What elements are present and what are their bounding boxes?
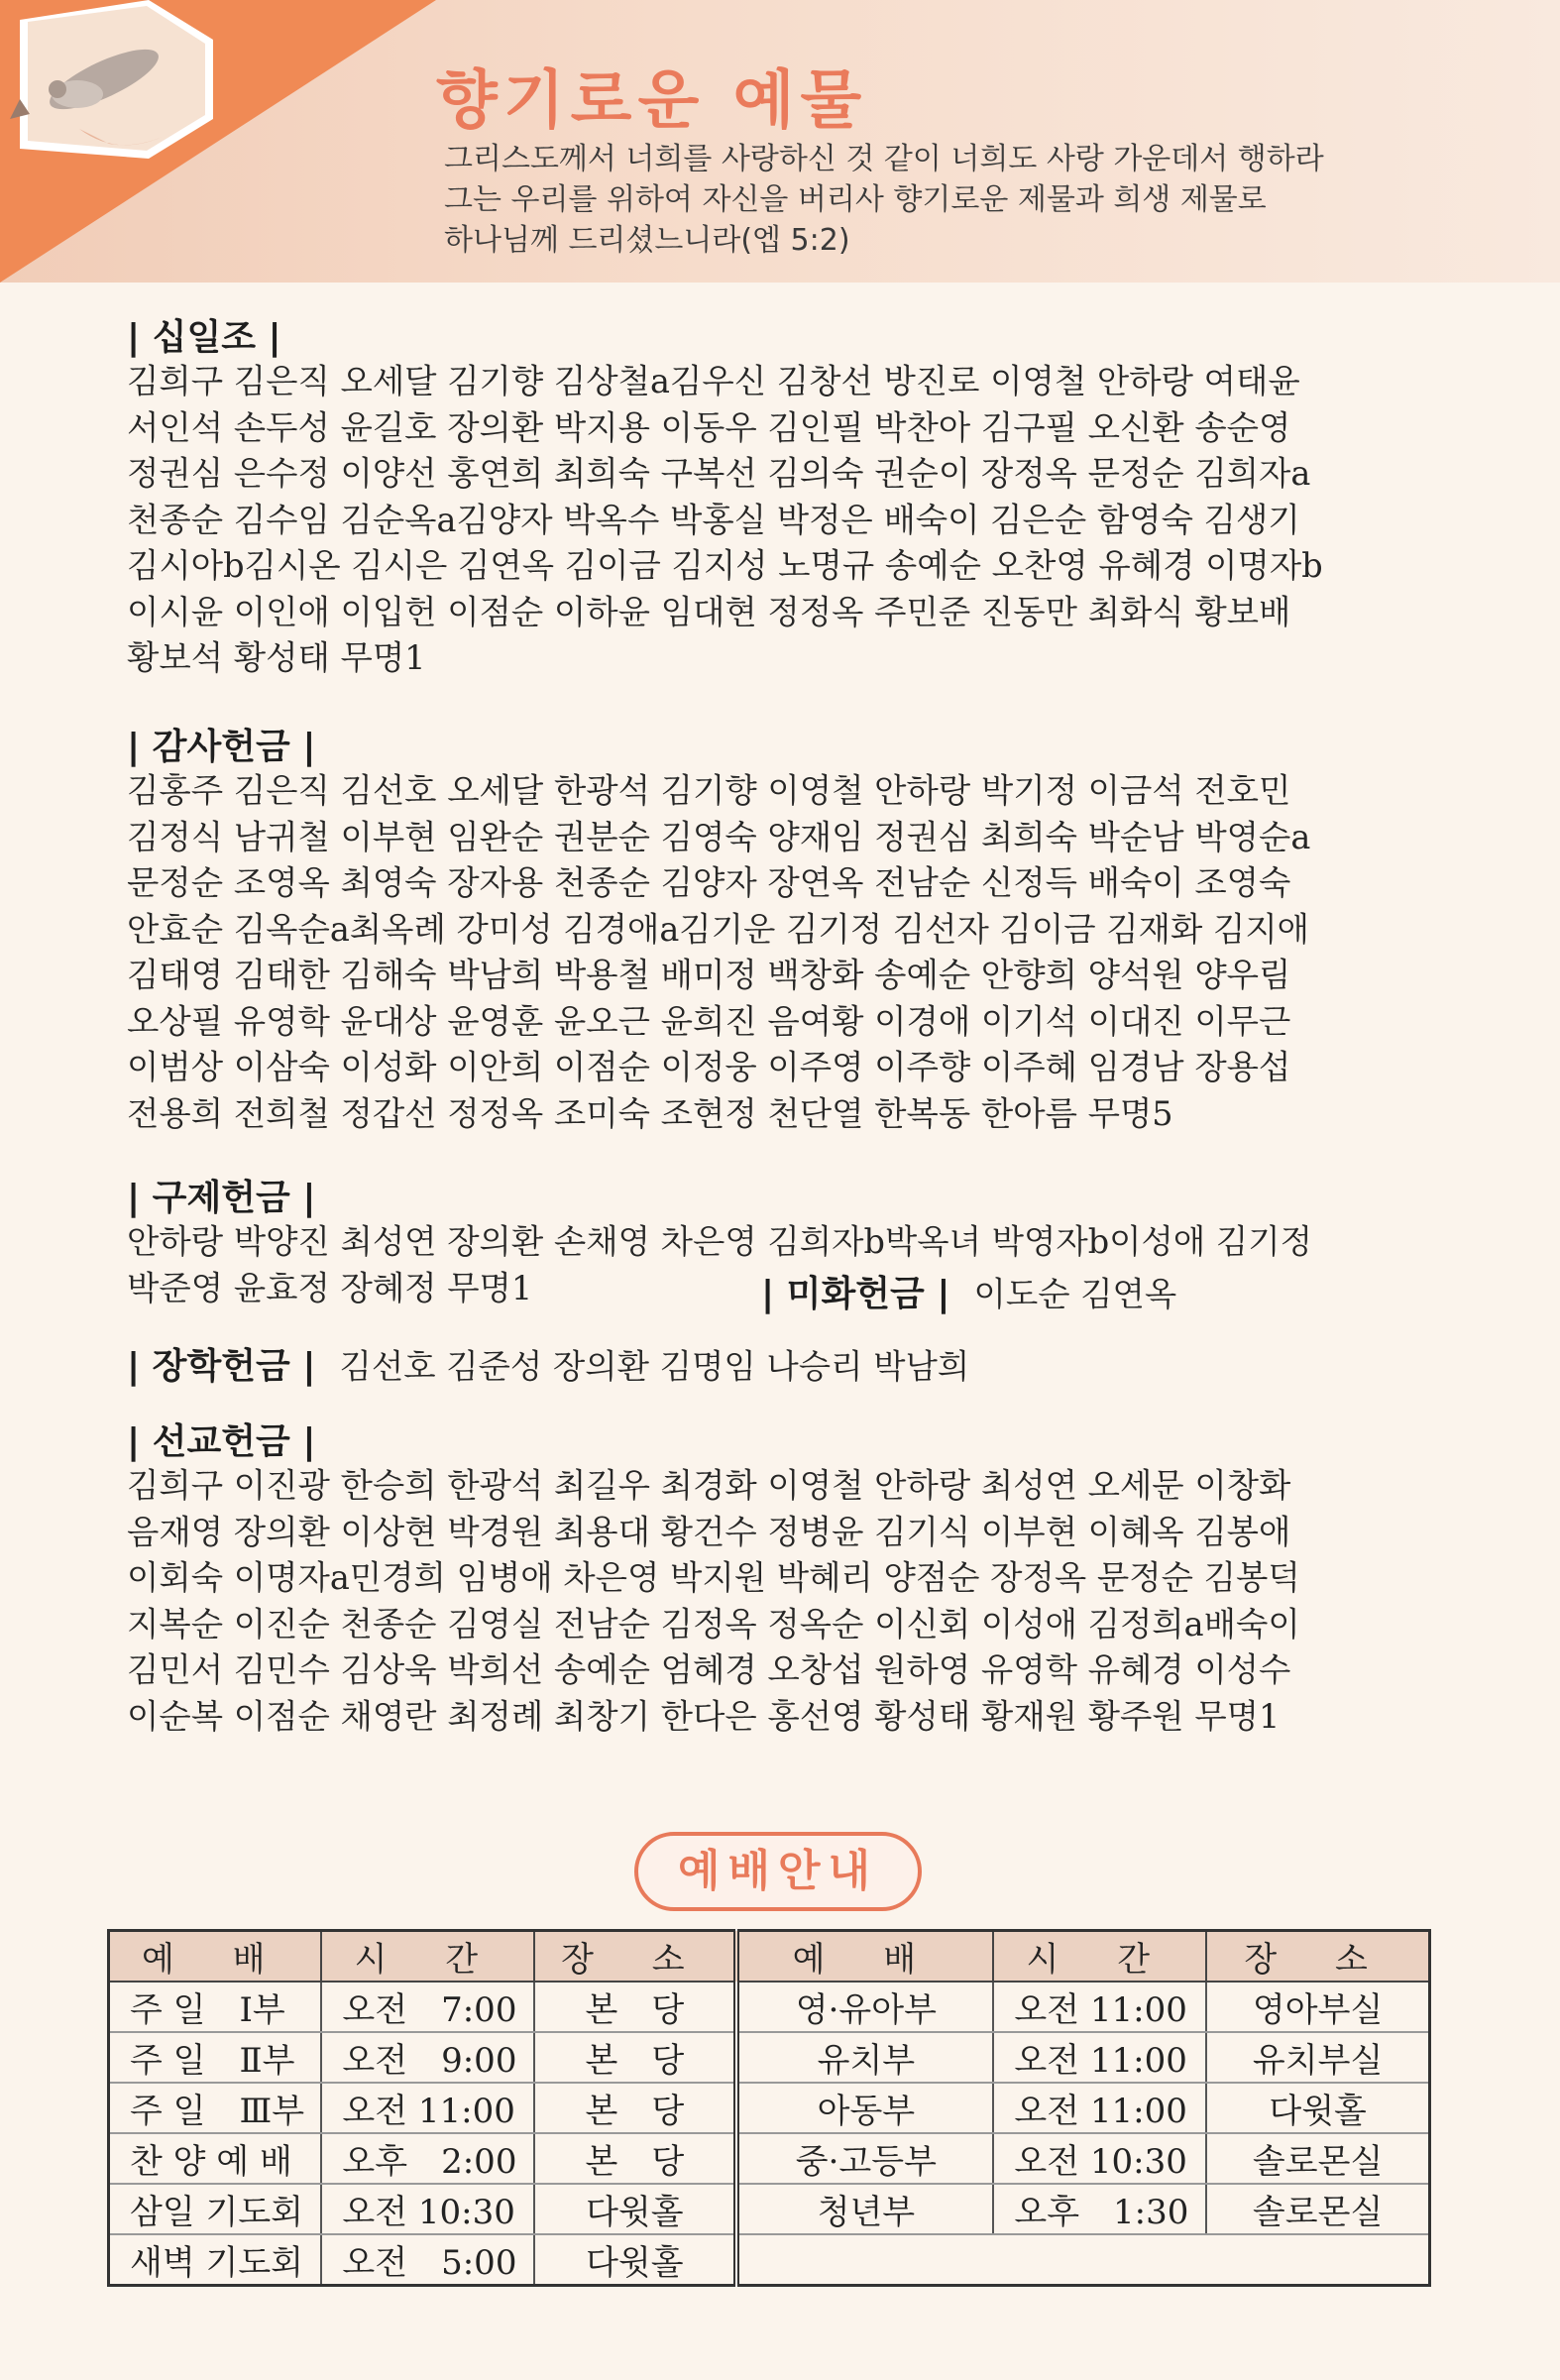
beautify-heading: [761, 1266, 1176, 1316]
name-line: 김시아b김시온 김시은 김연옥 김이금 김지성 노명규 송예순 오찬영 유혜경 이명자b: [127, 546, 1323, 585]
empty-cell: [736, 2234, 1429, 2286]
name-line: 김희구 김은직 오세달 김기향 김상철a김우신 김창선 방진로 이영철 안하랑 여태윤: [127, 362, 1300, 400]
thanks-heading: | 감사헌금 |: [127, 727, 316, 767]
beautify-heading-label: | 미화헌금 |: [761, 1274, 950, 1314]
time-cell: 오전 10:30: [321, 2184, 534, 2234]
place-cell: 솔로몬실: [1206, 2184, 1429, 2234]
name-line: 이회숙 이명자a민경희 임병애 차은영 박지원 박혜리 양점순 장정옥 문정순 김봉덕: [127, 1558, 1300, 1597]
time-cell: 오전 11:00: [993, 2083, 1206, 2133]
name-line: 김민서 김민수 김상욱 박희선 송예순 엄혜경 오창섭 원하영 유영학 유혜경 이성수: [127, 1650, 1291, 1689]
name-line: 오상필 유영학 윤대상 윤영훈 윤오근 윤희진 음여황 이경애 이기석 이대진 이무근: [127, 1001, 1291, 1041]
service-cell: 중·고등부: [736, 2133, 993, 2184]
name-line: 문정순 조영옥 최영숙 장자용 천종순 김양자 장연옥 전남순 신정득 배숙이 조영숙: [127, 863, 1291, 902]
place-cell: 본 당: [534, 2032, 736, 2083]
place-cell: 다윗홀: [534, 2184, 736, 2234]
column-header: 예 배: [736, 1931, 993, 1983]
time-cell: 오전 11:00: [993, 2032, 1206, 2083]
table-row: [109, 2234, 1430, 2286]
name-line: 안효순 김옥순a최옥례 강미성 김경애a김기운 김기정 김선자 김이금 김재화 김지애: [127, 909, 1310, 949]
scripture-verse: [444, 139, 1534, 261]
verse-line: 그는 우리를 위하여 자신을 버리사 향기로운 제물과 희생 제물로: [444, 182, 1267, 217]
name-line: 서인석 손두성 윤길호 장의환 박지용 이동우 김인필 박찬아 김구필 오신환 송순영: [127, 407, 1291, 447]
service-cell: 유치부: [736, 2032, 993, 2083]
name-line: 지복순 이진순 천종순 김영실 전남순 김정옥 정옥순 이신회 이성애 김정희a배숙이: [127, 1604, 1300, 1643]
time-cell: 오전 10:30: [993, 2133, 1206, 2184]
verse-line: 그리스도께서 너희를 사랑하신 것 같이 너희도 사랑 가운데서 행하라: [444, 142, 1324, 176]
dove-hands-image: [0, 0, 436, 283]
service-cell: 주 일 Ⅱ부: [109, 2032, 322, 2083]
name-line: 천종순 김수임 김순옥a김양자 박옥수 박홍실 박정은 배숙이 김은순 함영숙 김생기: [127, 500, 1300, 539]
place-cell: 본 당: [534, 1982, 736, 2032]
table-row: [109, 2184, 1430, 2234]
tithe-heading: | 십일조 |: [127, 317, 281, 358]
time-cell: 오전 5:00: [321, 2234, 534, 2286]
scholarship-heading: [127, 1338, 969, 1389]
place-cell: 영아부실: [1206, 1982, 1429, 2032]
time-cell: 오전 7:00: [321, 1982, 534, 2032]
mission-heading: | 선교헌금 |: [127, 1421, 316, 1462]
column-header: 예 배: [109, 1931, 322, 1983]
place-cell: 다윗홀: [1206, 2083, 1429, 2133]
place-cell: 본 당: [534, 2133, 736, 2184]
time-cell: 오전 11:00: [993, 1982, 1206, 2032]
name-line: 정권심 은수정 이양선 홍연희 최희숙 구복선 김의숙 권순이 장정옥 문정순 김희자a: [127, 454, 1311, 493]
service-cell: 삼일 기도회: [109, 2184, 322, 2234]
relief-heading: | 구제헌금 |: [127, 1178, 316, 1218]
place-cell: 유치부실: [1206, 2032, 1429, 2083]
name-line: 박준영 윤효정 장혜정 무명1: [127, 1268, 533, 1307]
name-line: 김정식 남귀철 이부현 임완순 권분순 김영숙 양재임 정권심 최희숙 박순남 박영순a: [127, 817, 1311, 856]
name-line: 전용희 전희철 정갑선 정정옥 조미숙 조현정 천단열 한복동 한아름 무명5: [127, 1093, 1173, 1133]
thanks-names: [127, 768, 1435, 1137]
column-header: 시 간: [993, 1931, 1206, 1983]
table-row: [109, 1982, 1430, 2032]
name-line: 김태영 김태한 김해숙 박남희 박용철 배미정 백창화 송예순 안향희 양석원 양우림: [127, 956, 1291, 994]
page-title: 향기로운 예물: [436, 64, 868, 138]
time-cell: 오후 2:00: [321, 2133, 534, 2184]
worship-guide-badge: 예배안내: [634, 1832, 922, 1911]
place-cell: 솔로몬실: [1206, 2133, 1429, 2184]
scholarship-names: 김선호 김준성 장의환 김명임 나승리 박남희: [339, 1347, 970, 1386]
service-cell: 찬 양 예 배: [109, 2133, 322, 2184]
beautify-names: 이도순 김연옥: [973, 1275, 1177, 1313]
time-cell: 오후 1:30: [993, 2184, 1206, 2234]
name-line: 안하랑 박양진 최성연 장의환 손채영 차은영 김희자b박옥녀 박영자b이성애 김기정: [127, 1222, 1312, 1261]
verse-line: 하나님께 드리셨느니라(엡 5:2): [444, 223, 850, 258]
time-cell: 오전 11:00: [321, 2083, 534, 2133]
worship-schedule-table: [107, 1929, 1431, 2287]
service-cell: 새벽 기도회: [109, 2234, 322, 2286]
service-cell: 영·유아부: [736, 1982, 993, 2032]
place-cell: 다윗홀: [534, 2234, 736, 2286]
place-cell: 본 당: [534, 2083, 736, 2133]
service-cell: 청년부: [736, 2184, 993, 2234]
name-line: 이순복 이점순 채영란 최정례 최창기 한다은 홍선영 황성태 황재원 황주원 무명1: [127, 1696, 1281, 1736]
table-header-row: [109, 1931, 1430, 1983]
scholarship-heading-label: | 장학헌금 |: [127, 1346, 316, 1387]
name-line: 황보석 황성태 무명1: [127, 638, 426, 677]
service-cell: 주 일 Ⅲ부: [109, 2083, 322, 2133]
column-header: 장 소: [1206, 1931, 1429, 1983]
service-cell: 아동부: [736, 2083, 993, 2133]
name-line: 음재영 장의환 이상현 박경원 최용대 황건수 정병윤 김기식 이부현 이혜옥 김봉애: [127, 1512, 1291, 1551]
mission-names: [127, 1463, 1435, 1740]
name-line: 김홍주 김은직 김선호 오세달 한광석 김기향 이영철 안하랑 박기정 이금석 전호민: [127, 771, 1291, 810]
name-line: 이시윤 이인애 이입헌 이점순 이하윤 임대현 정정옥 주민준 진동만 최화식 황보배: [127, 592, 1291, 631]
time-cell: 오전 9:00: [321, 2032, 534, 2083]
tithe-names: [127, 359, 1435, 682]
table-row: [109, 2032, 1430, 2083]
table-row: [109, 2133, 1430, 2184]
column-header: 시 간: [321, 1931, 534, 1983]
table-row: [109, 2083, 1430, 2133]
column-header: 장 소: [534, 1931, 736, 1983]
name-line: 이범상 이삼숙 이성화 이안희 이점순 이정웅 이주영 이주향 이주혜 임경남 장용섭: [127, 1048, 1291, 1086]
service-cell: 주 일 Ⅰ부: [109, 1982, 322, 2032]
name-line: 김희구 이진광 한승희 한광석 최길우 최경화 이영철 안하랑 최성연 오세문 이창화: [127, 1466, 1291, 1505]
